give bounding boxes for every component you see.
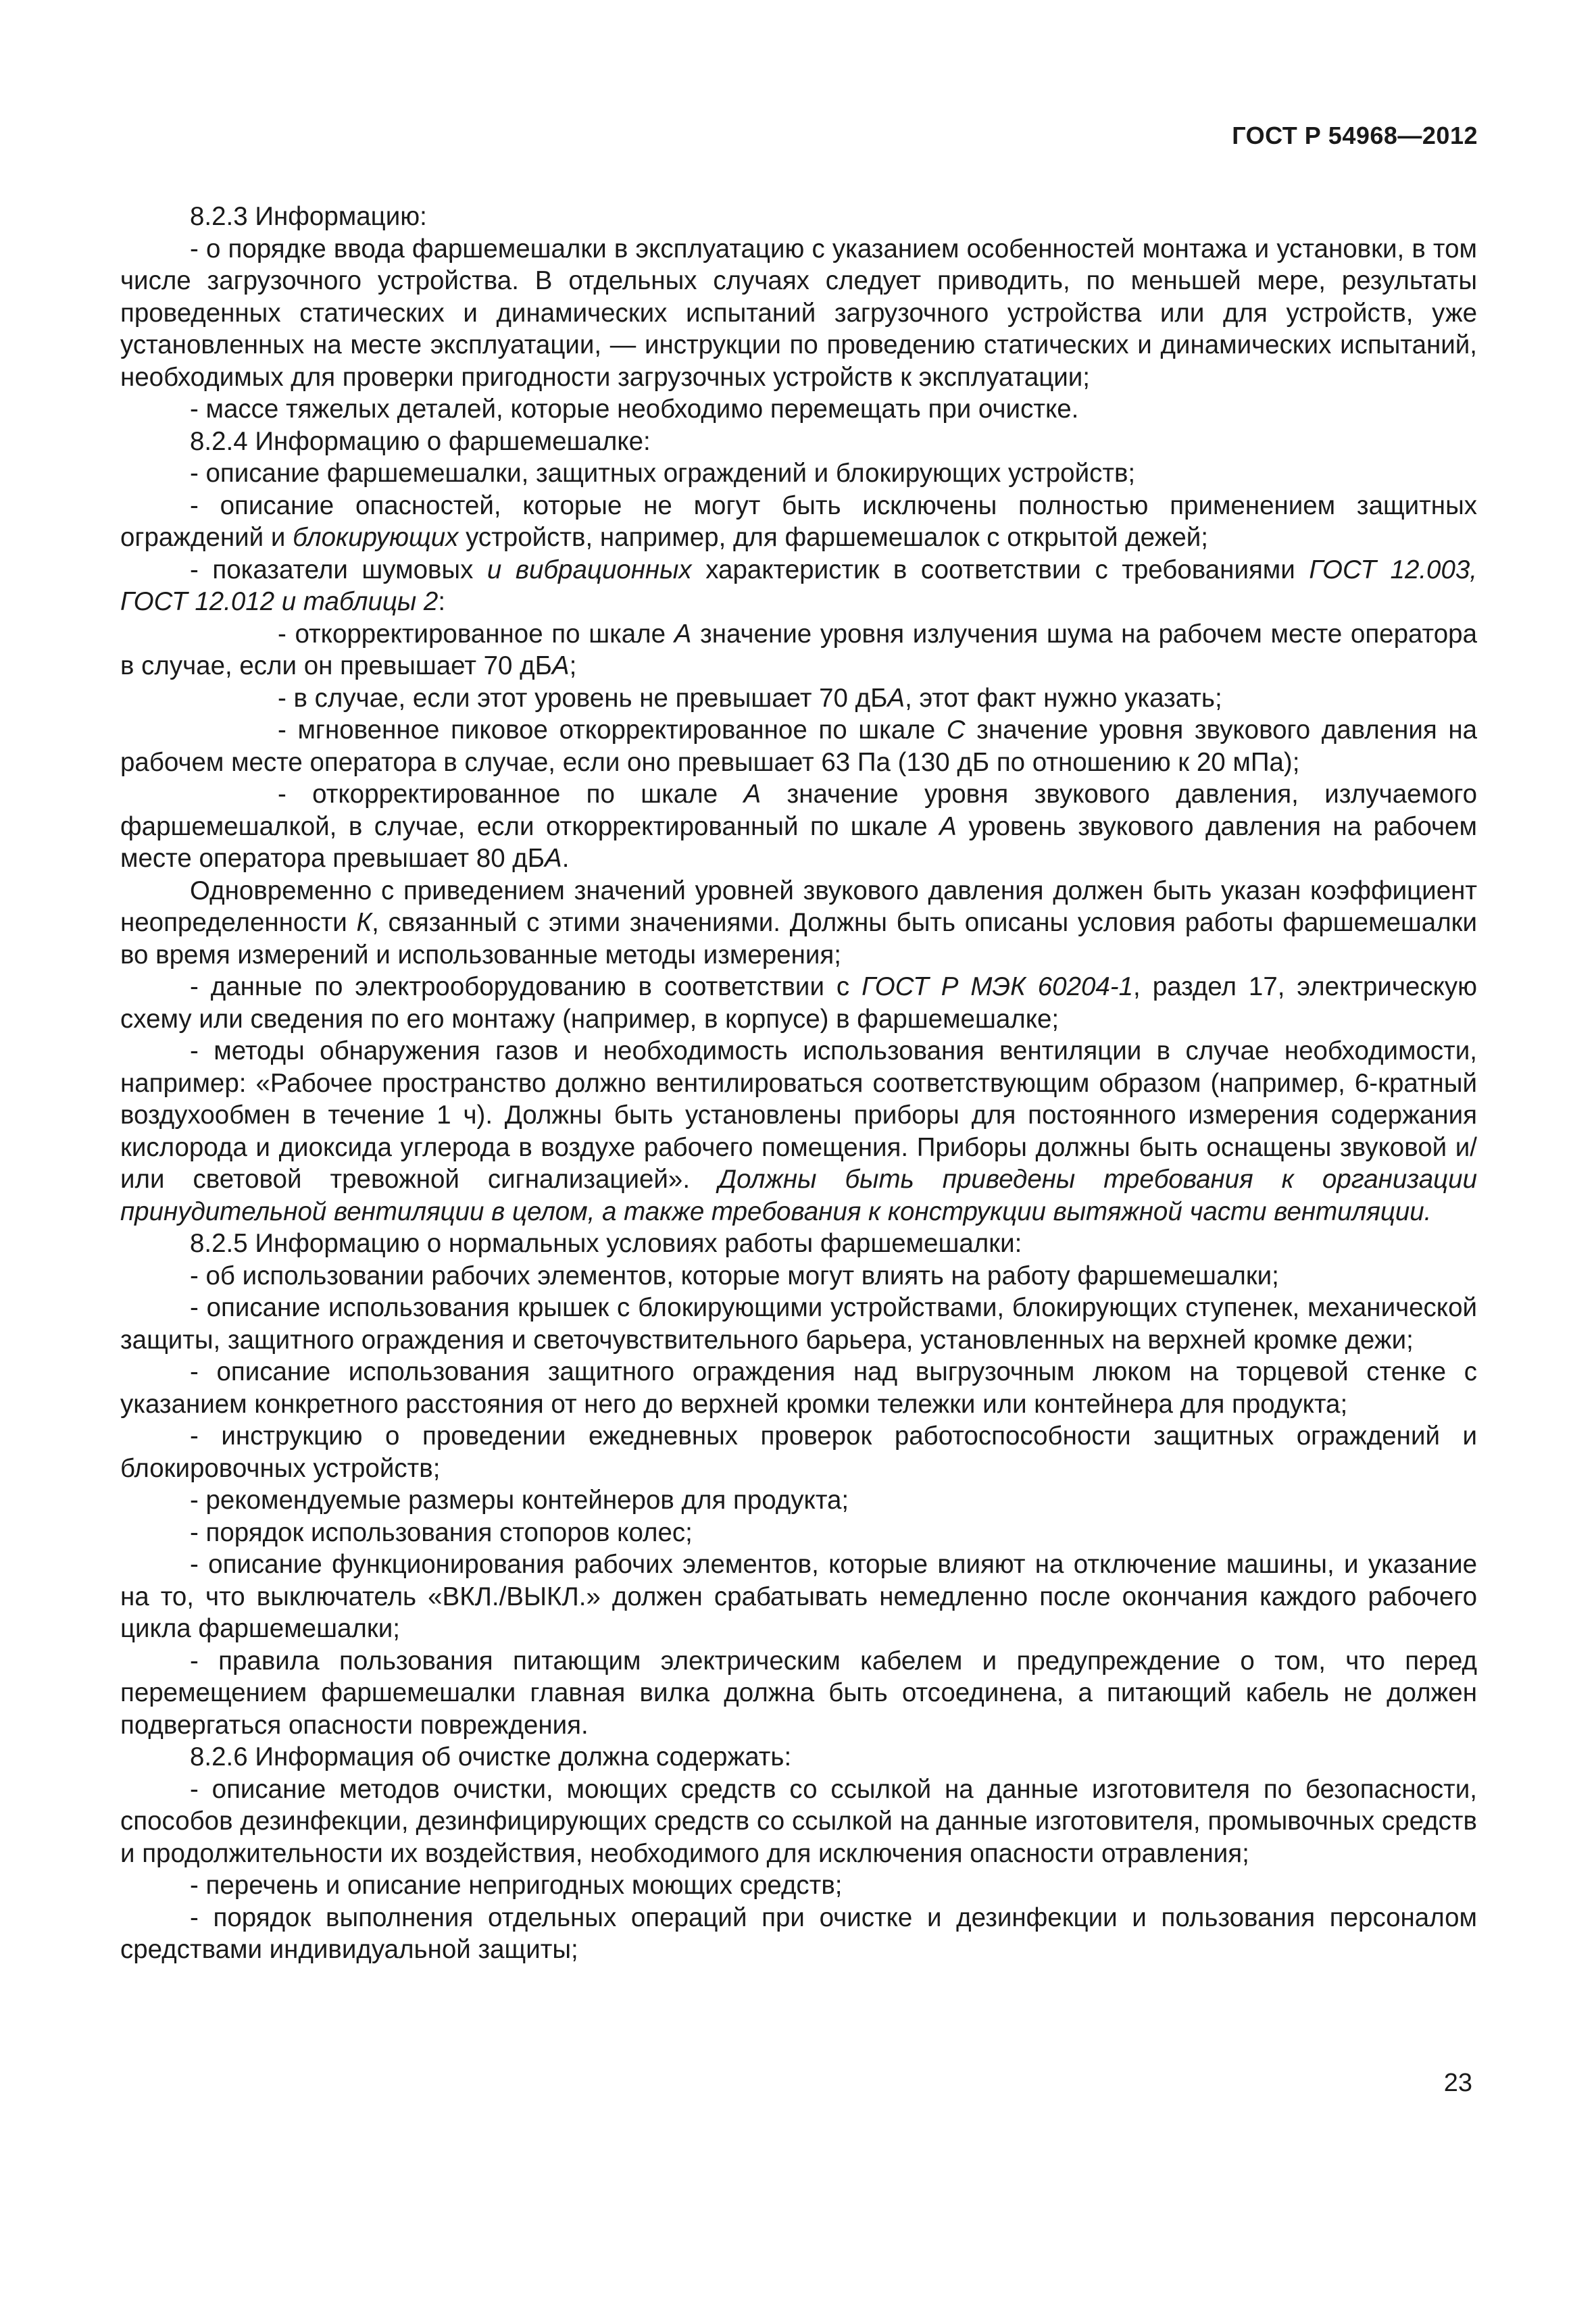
paragraph bbox=[120, 393, 1477, 426]
italic-text: А bbox=[887, 683, 905, 713]
text-run: - откорректированное по шкале bbox=[278, 619, 674, 649]
standard-header: ГОСТ Р 54968—2012 bbox=[1232, 122, 1478, 149]
paragraph bbox=[120, 1292, 1477, 1356]
text-run: - данные по электрооборудованию в соответствии с bbox=[190, 972, 862, 1001]
paragraph bbox=[120, 201, 1477, 233]
text-run: 8.2.3 Информацию: bbox=[190, 202, 427, 231]
paragraph bbox=[120, 1902, 1477, 1966]
paragraph bbox=[120, 1549, 1477, 1645]
text-run: 8.2.6 Информация об очистке должна содержать: bbox=[190, 1742, 792, 1771]
text-run: ; bbox=[569, 651, 577, 680]
italic-text: ГОСТ 12.003, ГОСТ 12.012 и таблицы 2 bbox=[120, 555, 1477, 616]
paragraph bbox=[120, 233, 1477, 394]
paragraph bbox=[120, 457, 1477, 490]
text-run: - описание использования крышек с блокирующими устройствами, блокирующих ступенек, механической защиты, защитного ограждения и светочувствительного барьера, установленных на верхней кромке дежи; bbox=[120, 1293, 1477, 1355]
text-run: уровень звукового давления на рабочем месте оператора превышает 80 дБ bbox=[120, 811, 1477, 873]
text-run: - описание методов очистки, моющих средств со ссылкой на данные изготовителя по безопасности, способов дезинфекции, дезинфицирующих средств со ссылкой на данные изготовителя, промывочных средств и продолжительности их воздействия, необходимого для исключения опасности отравления; bbox=[120, 1774, 1477, 1868]
italic-text: К bbox=[356, 908, 372, 937]
text-run: - массе тяжелых деталей, которые необходимо перемещать при очистке. bbox=[190, 395, 1079, 424]
text-run: - инструкцию о проведении ежедневных проверок работоспособности защитных ограждений и блокировочных устройств; bbox=[120, 1422, 1477, 1483]
paragraph bbox=[120, 1260, 1477, 1292]
text-run: - в случае, если этот уровень не превышает 70 дБ bbox=[278, 683, 888, 713]
text-run: устройств, например, для фаршемешалок с открытой дежей; bbox=[458, 523, 1208, 552]
text-run: , раздел 17, электрическую схему или сведения по его монтажу (например, в корпусе) в фаршемешалке; bbox=[120, 972, 1477, 1034]
page-number: 23 bbox=[1443, 2069, 1472, 2097]
italic-text: А bbox=[674, 619, 692, 649]
paragraph bbox=[120, 971, 1477, 1035]
paragraph bbox=[120, 714, 1477, 778]
text-run: - о порядке ввода фаршемешалки в эксплуатацию с указанием особенностей монтажа и установки, в том числе загрузочного устройства. В отдельных случаях следует приводить, по меньшей мере, результаты проведенных статических и динамических испытаний загрузочного устройства или для устройств, уже установленных на месте эксплуатации, — инструкции по проведению статических и динамических испытаний, необходимых для проверки пригодности загрузочных устройств к эксплуатации; bbox=[120, 234, 1477, 392]
italic-text: А bbox=[939, 811, 957, 841]
paragraph bbox=[120, 554, 1477, 618]
text-run: Одновременно с приведением значений уровней звукового давления должен быть указан коэффициент неопределенности bbox=[120, 876, 1477, 937]
text-run: - об использовании рабочих элементов, которые могут влиять на работу фаршемешалки; bbox=[190, 1261, 1279, 1290]
text-run: - порядок выполнения отдельных операций при очистке и дезинфекции и пользования персоналом средствами индивидуальной защиты; bbox=[120, 1903, 1477, 1964]
text-run: - порядок использования стопоров колес; bbox=[190, 1517, 693, 1547]
text-run: - описание использования защитного ограждения над выгрузочным люком на торцевой стенке с указанием конкретного расстояния от него до верхней кромки тележки или контейнера для продукта; bbox=[120, 1357, 1477, 1419]
paragraph bbox=[120, 682, 1477, 715]
paragraph bbox=[120, 875, 1477, 972]
paragraph bbox=[120, 426, 1477, 458]
paragraph bbox=[120, 1774, 1477, 1870]
text-run: - правила пользования питающим электрическим кабелем и предупреждение о том, что перед перемещением фаршемешалки главная вилка должна быть отсоединена, а питающий кабель не должен подвергаться опасности повреждения. bbox=[120, 1646, 1477, 1740]
text-run: - описание функционирования рабочих элементов, которые влияют на отключение машины, и указание на то, что выключатель «ВКЛ./ВЫКЛ.» должен срабатывать немедленно после окончания каждого рабочего цикла фаршемешалки; bbox=[120, 1550, 1477, 1643]
italic-text: Должны быть приведены требования к организации принудительной вентиляции в целом, а также требования к конструкции вытяжной части вентиляции. bbox=[120, 1165, 1477, 1226]
text-run: - показатели шумовых bbox=[190, 555, 487, 584]
paragraph bbox=[120, 778, 1477, 875]
italic-text: С bbox=[946, 715, 966, 745]
body-text bbox=[120, 201, 1477, 1966]
text-run: . bbox=[562, 844, 570, 873]
text-run: значение уровня звукового давления, излучаемого фаршемешалкой, в случае, если откорректированный по шкале bbox=[120, 780, 1478, 841]
text-run: , связанный с этими значениями. Должны быть описаны условия работы фаршемешалки во время измерений и использованные методы измерения; bbox=[120, 908, 1478, 970]
paragraph bbox=[120, 1869, 1477, 1902]
italic-text: ГОСТ Р МЭК 60204-1 bbox=[862, 972, 1134, 1001]
paragraph bbox=[120, 1228, 1477, 1260]
italic-text: и вибрационных bbox=[487, 555, 692, 584]
paragraph bbox=[120, 618, 1477, 682]
text-run: характеристик в соответствии с требованиями bbox=[691, 555, 1310, 584]
paragraph bbox=[120, 1035, 1477, 1228]
italic-text: А bbox=[545, 844, 562, 873]
text-run: , этот факт нужно указать; bbox=[905, 683, 1222, 713]
paragraph bbox=[120, 1645, 1477, 1742]
text-run: значение уровня излучения шума на рабочем месте оператора в случае, если он превышает 70 дБ bbox=[120, 619, 1477, 680]
italic-text: А bbox=[743, 780, 762, 809]
paragraph bbox=[120, 1356, 1477, 1420]
text-run: - откорректированное по шкале bbox=[278, 780, 744, 809]
text-run: - методы обнаружения газов и необходимость использования вентиляции в случае необходимости, например: «Рабочее пространство должно вентилироваться соответствующим образом (например, 6-кратный воздухообмен в течение 1 ч). Должны быть установлены приборы для постоянного измерения содержания кислорода и диоксида углерода в воздухе рабочего помещения. Приборы должны быть оснащены звуковой и/или световой тревожной сигнализацией». bbox=[120, 1036, 1477, 1194]
text-run: - описание фаршемешалки, защитных ограждений и блокирующих устройств; bbox=[190, 459, 1136, 488]
text-run: 8.2.5 Информацию о нормальных условиях работы фаршемешалки: bbox=[190, 1229, 1022, 1258]
italic-text: блокирующих bbox=[293, 523, 459, 552]
text-run: : bbox=[438, 587, 446, 616]
text-run: - описание опасностей, которые не могут быть исключены полностью применением защитных ограждений и bbox=[120, 491, 1477, 552]
paragraph bbox=[120, 1741, 1477, 1774]
italic-text: А bbox=[551, 651, 570, 680]
paragraph bbox=[120, 490, 1477, 554]
text-run: 8.2.4 Информацию о фаршемешалке: bbox=[190, 426, 651, 456]
paragraph bbox=[120, 1517, 1477, 1549]
text-run: - мгновенное пиковое откорректированное по шкале bbox=[278, 715, 947, 745]
paragraph bbox=[120, 1484, 1477, 1517]
paragraph bbox=[120, 1420, 1477, 1484]
text-run: - перечень и описание непригодных моющих средств; bbox=[190, 1871, 843, 1900]
text-run: значение уровня звукового давления на рабочем месте оператора в случае, если оно превышает 63 Па (130 дБ по отношению к 20 мПа); bbox=[120, 715, 1477, 777]
text-run: - рекомендуемые размеры контейнеров для продукта; bbox=[190, 1486, 849, 1515]
